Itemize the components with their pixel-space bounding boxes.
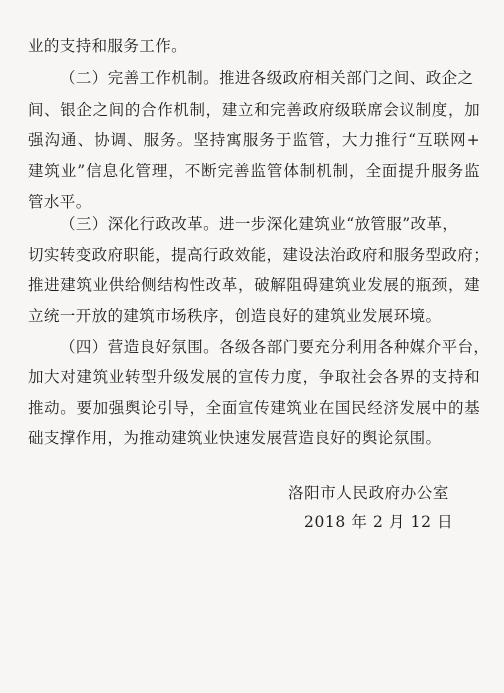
text-line: （四）营造良好氛围。各级各部门要充分利用各种媒介平台， <box>60 338 490 356</box>
text-line: 加大对建筑业转型升级发展的宣传力度，争取社会各界的支持和 <box>28 368 480 386</box>
text-line: 业的支持和服务工作。 <box>28 37 188 55</box>
text-line: 础支撑作用，为推动建筑业快速发展营造良好的舆论氛围。 <box>28 429 442 447</box>
text-line: （三）深化行政改革。进一步深化建筑业“放管服”改革， <box>60 215 459 233</box>
text-line: 立统一开放的建筑市场秩序，创造良好的建筑业发展环境。 <box>28 307 442 325</box>
issuer-name: 洛阳市人民政府办公室 <box>288 484 450 502</box>
issue-date: 2018 年 2 月 12 日 <box>304 513 454 531</box>
text-line: 间、银企之间的合作机制，建立和完善政府级联席会议制度，加 <box>28 101 480 119</box>
text-line: 管水平。 <box>28 193 92 211</box>
text-line: 切实转变政府职能，提高行政效能，建设法治政府和服务型政府； <box>28 246 490 264</box>
text-line: 推动。要加强舆论引导，全面宣传建筑业在国民经济发展中的基 <box>28 399 480 417</box>
text-line: 建筑业”信息化管理，不断完善监管体制机制，全面提升服务监 <box>28 162 480 180</box>
text-line: 推进建筑业供给侧结构性改革，破解阻碍建筑业发展的瓶颈，建 <box>28 276 480 294</box>
text-line: 强沟通、协调、服务。坚持寓服务于监管，大力推行“互联网+ <box>28 131 480 149</box>
text-line: （二）完善工作机制。推进各级政府相关部门之间、政企之 <box>60 69 474 87</box>
